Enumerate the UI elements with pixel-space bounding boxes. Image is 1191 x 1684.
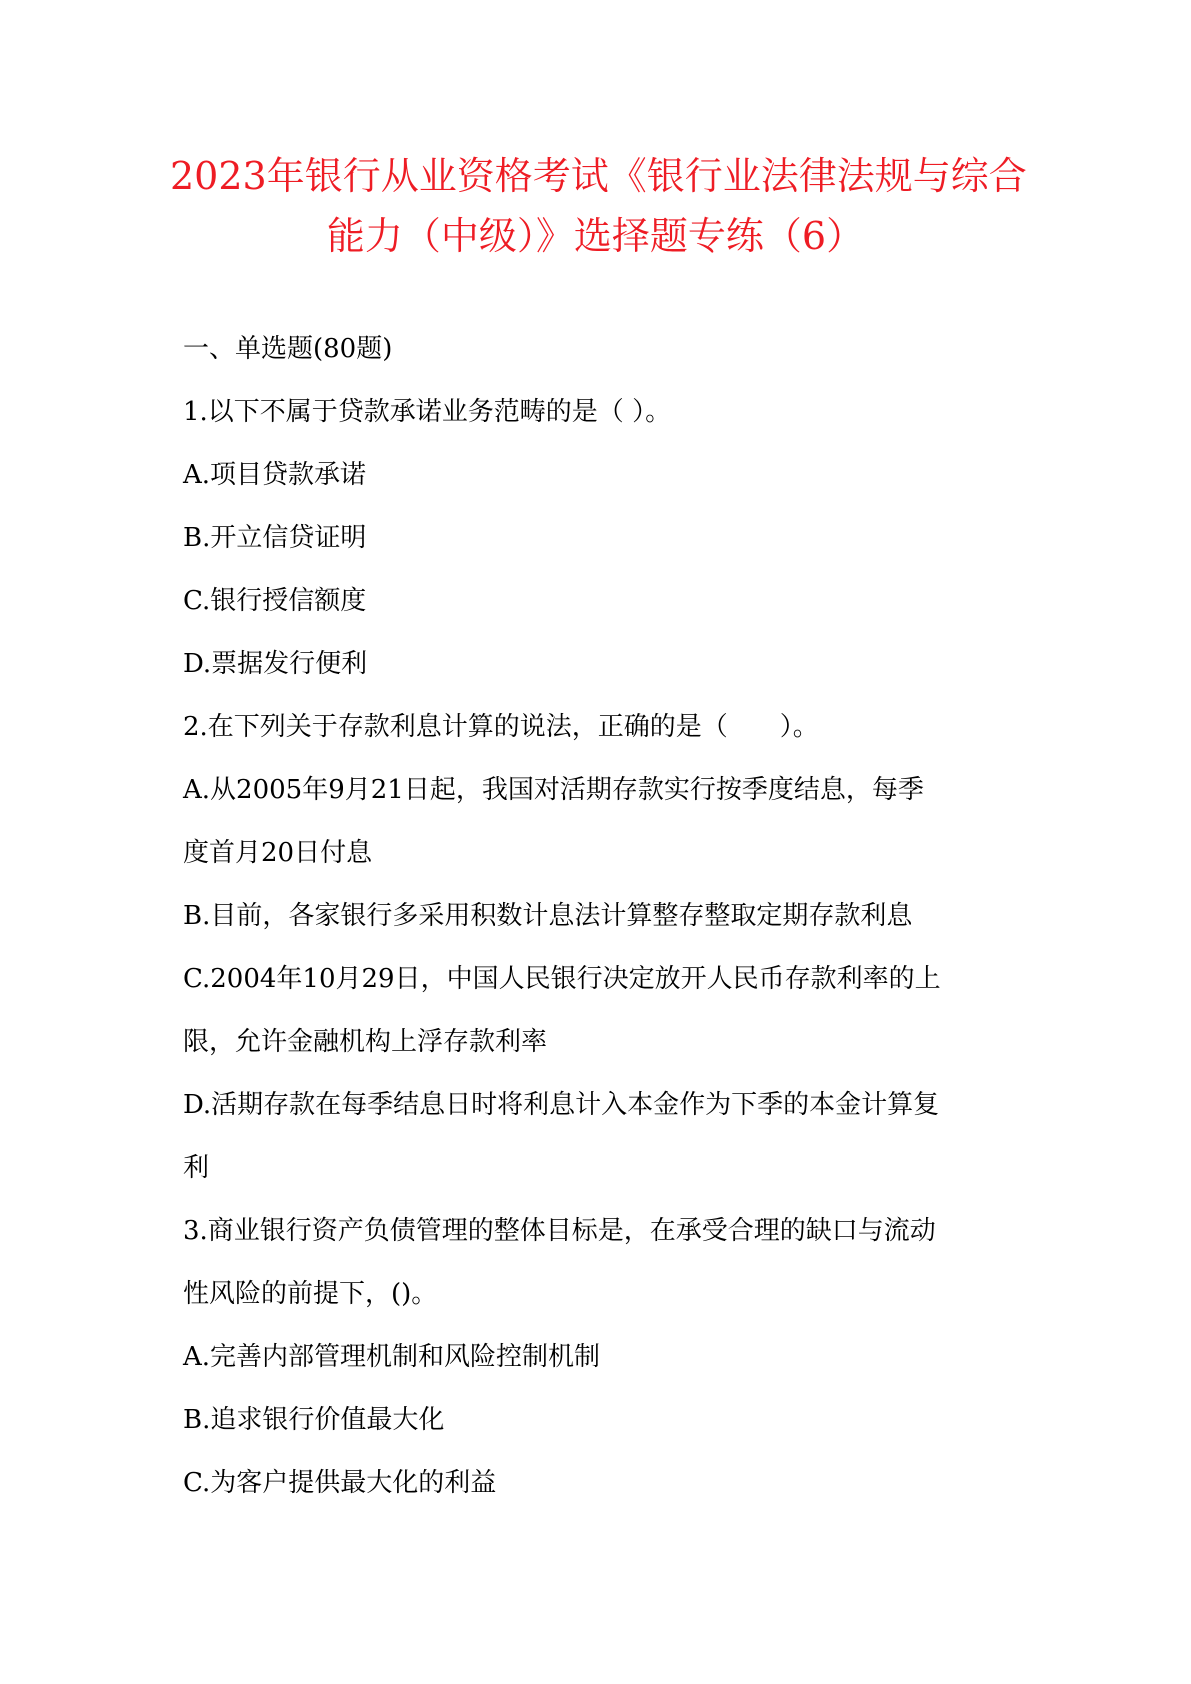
question-1	[183, 392, 1023, 707]
question-2	[183, 707, 1023, 1211]
option-line: 限，允许金融机构上浮存款利率	[183, 1027, 548, 1057]
option-line: C.2004年10月29日，中国人民银行决定放开人民币存款利率的上	[183, 964, 941, 994]
option-c: C.银行授信额度	[183, 586, 367, 616]
option-b: B.开立信贷证明	[183, 523, 367, 553]
option-line: B.目前，各家银行多采用积数计息法计算整存整取定期存款利息	[183, 901, 913, 931]
option-line: 利	[183, 1153, 210, 1183]
option-line: 度首月20日付息	[183, 838, 373, 868]
title-line-2: 能力（中级）》选择题专练（6）	[326, 214, 865, 258]
option-a: A.完善内部管理机制和风险控制机制	[183, 1342, 601, 1372]
option-line: A.从2005年9月21日起，我国对活期存款实行按季度结息，每季	[183, 775, 924, 805]
document-title	[170, 146, 1027, 266]
option-line: D.活期存款在每季结息日时将利息计入本金作为下季的本金计算复	[183, 1090, 940, 1120]
option-a: A.项目贷款承诺	[183, 460, 367, 490]
document-body	[183, 329, 1023, 1526]
question-3	[183, 1211, 1023, 1526]
section-heading: 一、单选题(80题)	[183, 334, 393, 364]
question-stem: 3.商业银行资产负债管理的整体目标是，在承受合理的缺口与流动	[183, 1216, 936, 1246]
question-stem: 1.以下不属于贷款承诺业务范畴的是（ ）。	[183, 397, 672, 427]
option-b	[183, 896, 1023, 959]
option-a	[183, 770, 1023, 896]
option-d: D.票据发行便利	[183, 649, 368, 679]
option-c: C.为客户提供最大化的利益	[183, 1468, 497, 1498]
option-c	[183, 959, 1023, 1085]
option-d	[183, 1085, 1023, 1211]
title-line-1: 2023年银行从业资格考试《银行业法律法规与综合	[170, 154, 1027, 198]
question-stem: 性风险的前提下，()。	[183, 1279, 438, 1309]
option-b: B.追求银行价值最大化	[183, 1405, 445, 1435]
question-stem: 2.在下列关于存款利息计算的说法，正确的是（ ）。	[183, 712, 819, 742]
